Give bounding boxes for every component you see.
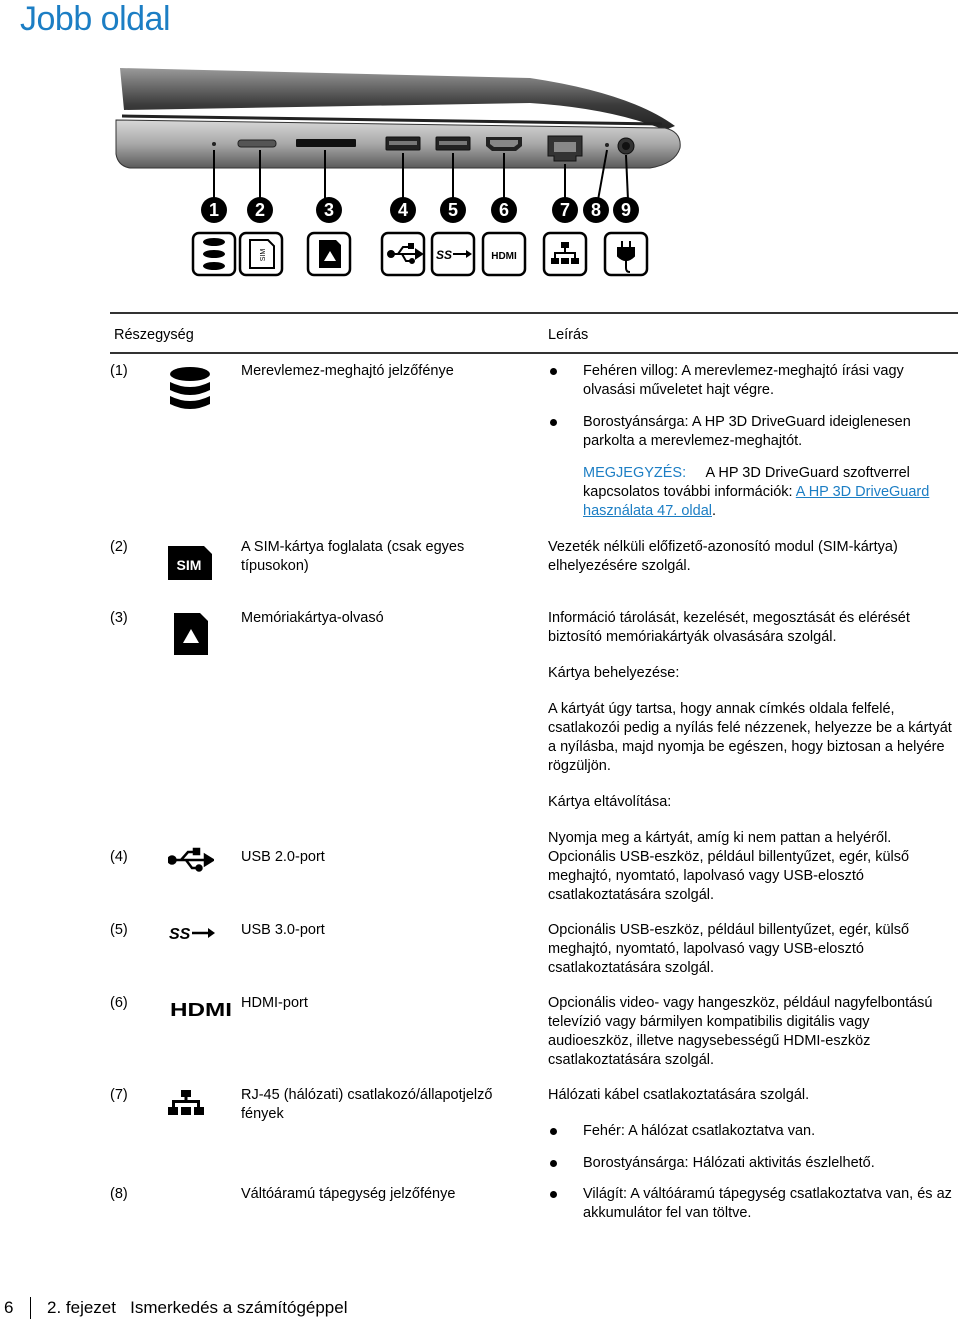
footer-separator <box>30 1297 31 1319</box>
description: Opcionális USB-eszköz, például billentyűzet, egér, külső meghajtó, nyomtató, lapolvasó vagy USB-elosztó csatlakoztatására szolgál. <box>548 849 910 903</box>
row-number: (2) <box>110 539 128 555</box>
bullet-item: Borostyánsárga: A HP 3D DriveGuard ideiglenesen parkolta a merevlemez-meghajtót. <box>548 413 958 451</box>
header-description: Leírás <box>548 327 589 343</box>
table-header <box>110 312 958 354</box>
callout-6: 6 <box>498 200 510 220</box>
row-number: (3) <box>110 610 128 626</box>
laptop-right-side-figure <box>110 58 690 288</box>
component-name: USB 3.0-port <box>241 922 325 938</box>
row-number: (7) <box>110 1087 128 1103</box>
description: Opcionális video- vagy hangeszköz, például nagyfelbontású televízió vagy bármilyen kompatibilis digitális vagy audioeszköz, illetve nagysebességű HDMI-eszköz csatlakoztatására szolgál. <box>548 995 933 1068</box>
row-number: (5) <box>110 922 128 938</box>
remove-title: Kártya eltávolítása: <box>548 794 672 810</box>
svg-text:SS: SS <box>436 248 453 262</box>
description <box>548 609 958 865</box>
usb-icon <box>168 847 214 873</box>
network-badge-icon <box>551 242 579 264</box>
svg-text:SIM: SIM <box>260 248 267 262</box>
description: Vezeték nélküli előfizető-azonosító modul (SIM-kártya) elhelyezésére szolgál. <box>548 539 898 574</box>
power-badge-icon <box>618 241 634 272</box>
bullet-item: Világít: A váltóáramú tápegység csatlakoztatva van, és az akkumulátor fel van töltve. <box>548 1185 958 1223</box>
svg-text:HDMI: HDMI <box>491 251 517 262</box>
page-number: 6 <box>4 1298 14 1317</box>
callout-1: 1 <box>208 200 220 220</box>
callout-3: 3 <box>323 200 335 220</box>
bullet-item: Fehér: A hálózat csatlakoztatva van. <box>548 1122 958 1141</box>
callout-4: 4 <box>397 200 409 220</box>
memory-card-icon <box>174 613 208 655</box>
desc-text: Hálózati kábel csatlakoztatására szolgál. <box>548 1087 810 1103</box>
bullet-item: Borostyánsárga: Hálózati aktivitás észlelhető. <box>548 1154 958 1173</box>
component-name: HDMI-port <box>241 995 308 1011</box>
description: Opcionális USB-eszköz, például billentyűzet, egér, külső meghajtó, nyomtató, lapolvasó vagy USB-elosztó csatlakoztatására szolgál. <box>548 922 910 976</box>
card-badge-icon <box>319 240 341 268</box>
description <box>548 1086 958 1186</box>
svg-text:HDMI: HDMI <box>170 1000 232 1020</box>
desc-text: Információ tárolását, kezelését, megosztását és elérését biztosító memóriakártyák olvasására szolgál. <box>548 610 910 645</box>
hdmi-icon <box>168 1000 234 1020</box>
note-end: . <box>712 503 717 519</box>
row-number: (8) <box>110 1186 128 1202</box>
hard-drive-icon <box>168 364 212 414</box>
component-name: RJ-45 (hálózati) csatlakozó/állapotjelző fények <box>241 1087 493 1122</box>
note-label: MEGJEGYZÉS: <box>583 465 687 481</box>
insert-text: A kártyát úgy tartsa, hogy annak címkés oldala felfelé, csatlakozói pedig a nyílás felé nézzenek, helyezze be a kártyát a nyílásba, majd nyomja be egészen, hogy biztosan a helyére rögzüljön. <box>548 701 952 774</box>
note-text: A HP 3D DriveGuard szoftverrel kapcsolatos további információk: <box>583 465 910 500</box>
insert-title: Kártya behelyezése: <box>548 665 680 681</box>
sim-badge-icon <box>250 240 274 268</box>
drive-guard-link[interactable]: A HP 3D DriveGuard használata 47. oldal <box>583 484 930 519</box>
component-name: USB 2.0-port <box>241 849 325 865</box>
note <box>548 464 958 521</box>
component-name: Váltóáramú tápegység jelzőfénye <box>241 1186 456 1202</box>
callout-5: 5 <box>447 200 459 220</box>
bullet-item: Fehéren villog: A merevlemez-meghajtó írási vagy olvasási műveletet hajt végre. <box>548 362 958 400</box>
callout-2: 2 <box>254 200 266 220</box>
usb-badge-icon <box>388 244 422 263</box>
sim-card-icon <box>168 546 212 580</box>
callout-8: 8 <box>590 200 602 220</box>
usb3-icon <box>168 920 216 946</box>
svg-text:SS: SS <box>169 926 191 943</box>
description <box>548 1185 958 1236</box>
callout-7: 7 <box>559 200 571 220</box>
component-name: Memóriakártya-olvasó <box>241 610 384 626</box>
description <box>548 362 958 521</box>
footer-chapter: 2. fejezet Ismerkedés a számítógéppel <box>47 1298 348 1317</box>
svg-text:SIM: SIM <box>176 557 202 573</box>
row-number: (1) <box>110 363 128 379</box>
callout-9: 9 <box>620 200 632 220</box>
component-name: A SIM-kártya foglalata (csak egyes típusokon) <box>241 539 465 574</box>
page-title: Jobb oldal <box>20 0 171 38</box>
remove-text: Nyomja meg a kártyát, amíg ki nem pattan a helyéről. <box>548 830 892 846</box>
component-name: Merevlemez-meghajtó jelzőfénye <box>241 363 454 379</box>
network-icon <box>168 1090 204 1116</box>
header-component: Részegység <box>114 327 194 343</box>
row-number: (4) <box>110 849 128 865</box>
hdmi-badge-icon <box>491 251 517 262</box>
row-number: (6) <box>110 995 128 1011</box>
usb3-badge-icon <box>436 248 472 262</box>
hdd-badge-icon <box>203 238 225 270</box>
